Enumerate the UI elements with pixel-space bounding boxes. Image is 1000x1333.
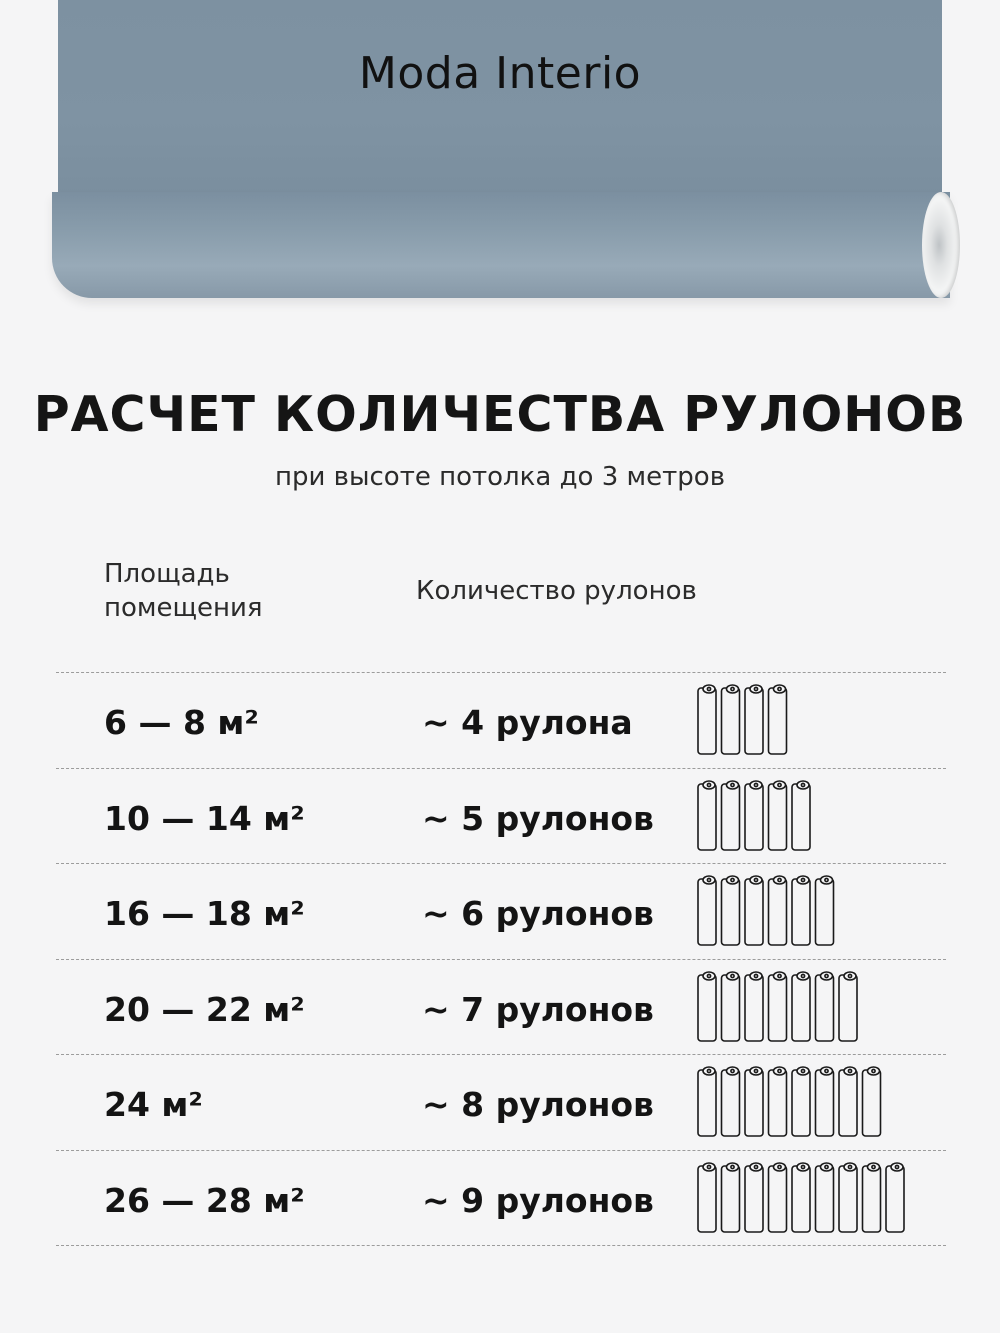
wallpaper-roll-icon	[863, 1163, 881, 1232]
wallpaper-roll-icon	[863, 1067, 881, 1136]
roll-sheet	[58, 0, 942, 200]
row-area: 20 — 22 м²	[104, 989, 305, 1029]
wallpaper-roll-icon	[839, 1067, 857, 1136]
row-roll-count: ~ 4 рулона	[422, 703, 633, 742]
wallpaper-roll-icon	[698, 972, 716, 1041]
wallpaper-roll-icon	[722, 1163, 740, 1232]
roll-icon-group	[696, 1161, 912, 1237]
wallpaper-roll-icon	[745, 972, 763, 1041]
wallpaper-roll-icon	[792, 1163, 810, 1232]
wallpaper-roll-icon	[769, 876, 787, 945]
roll-icons	[696, 1161, 912, 1237]
wallpaper-roll-icon	[816, 876, 834, 945]
wallpaper-roll-banner	[0, 0, 1000, 310]
roll-end-icon	[922, 192, 960, 298]
wallpaper-roll-icon	[769, 781, 787, 850]
row-area: 16 — 18 м²	[104, 894, 305, 934]
wallpaper-roll-icon	[769, 1163, 787, 1232]
wallpaper-roll-icon	[745, 876, 763, 945]
wallpaper-roll-icon	[769, 685, 787, 754]
roll-body	[52, 192, 950, 298]
row-roll-count: ~ 8 рулонов	[422, 1085, 654, 1125]
wallpaper-roll-icon	[745, 685, 763, 754]
roll-icon-group	[696, 1065, 888, 1141]
wallpaper-roll-icon	[769, 1067, 787, 1136]
wallpaper-roll-icon	[792, 781, 810, 850]
wallpaper-roll-icon	[745, 1163, 763, 1232]
wallpaper-roll-icon	[816, 1067, 834, 1136]
roll-icon-group	[696, 970, 865, 1046]
wallpaper-roll-icon	[816, 1163, 834, 1232]
column-header-rolls: Количество рулонов	[416, 576, 697, 606]
page-title: РАСЧЕТ КОЛИЧЕСТВА РУЛОНОВ	[33, 386, 967, 443]
wallpaper-roll-icon	[839, 1163, 857, 1232]
column-header-area-line1: Площадь	[104, 559, 230, 589]
table-row	[56, 863, 946, 959]
row-roll-count: ~ 7 рулонов	[422, 989, 654, 1029]
roll-icons	[696, 779, 818, 855]
table-row	[56, 1054, 946, 1150]
wallpaper-roll-icon	[792, 972, 810, 1041]
wallpaper-roll-icon	[745, 781, 763, 850]
brand-name: Moda Interio	[358, 48, 642, 99]
column-header-area	[104, 557, 364, 625]
wallpaper-roll-icon	[722, 1067, 740, 1136]
row-area: 10 — 14 м²	[104, 798, 305, 838]
roll-icons	[696, 970, 865, 1046]
wallpaper-roll-icon	[698, 1067, 716, 1136]
wallpaper-roll-icon	[722, 685, 740, 754]
table-row	[56, 1150, 946, 1246]
table-row	[56, 959, 946, 1055]
wallpaper-roll-icon	[769, 972, 787, 1041]
wallpaper-roll-icon	[886, 1163, 904, 1232]
roll-icons	[696, 874, 841, 950]
wallpaper-roll-icon	[722, 876, 740, 945]
wallpaper-roll-icon	[722, 781, 740, 850]
roll-icons	[696, 1065, 888, 1141]
table-row	[56, 768, 946, 864]
row-roll-count: ~ 5 рулонов	[422, 798, 654, 838]
table-row	[56, 672, 946, 768]
wallpaper-roll-icon	[745, 1067, 763, 1136]
wallpaper-roll-icon	[816, 972, 834, 1041]
column-header-area-line2: помещения	[104, 593, 263, 623]
wallpaper-roll-icon	[792, 1067, 810, 1136]
roll-icon-group	[696, 779, 818, 855]
page-subtitle: при высоте потолка до 3 метров	[274, 462, 726, 492]
row-area: 6 — 8 м²	[104, 703, 259, 742]
roll-icons	[696, 683, 794, 759]
roll-icon-group	[696, 874, 841, 950]
row-area: 26 — 28 м²	[104, 1180, 305, 1220]
row-roll-count: ~ 6 рулонов	[422, 894, 654, 934]
wallpaper-roll-icon	[698, 876, 716, 945]
wallpaper-roll-icon	[698, 781, 716, 850]
rolls-table	[56, 672, 946, 1246]
row-roll-count: ~ 9 рулонов	[422, 1180, 654, 1220]
wallpaper-roll-icon	[698, 685, 716, 754]
wallpaper-roll-icon	[839, 972, 857, 1041]
wallpaper-roll-icon	[698, 1163, 716, 1232]
roll-icon-group	[696, 683, 794, 759]
row-area: 24 м²	[104, 1085, 203, 1125]
wallpaper-roll-icon	[722, 972, 740, 1041]
wallpaper-roll-icon	[792, 876, 810, 945]
